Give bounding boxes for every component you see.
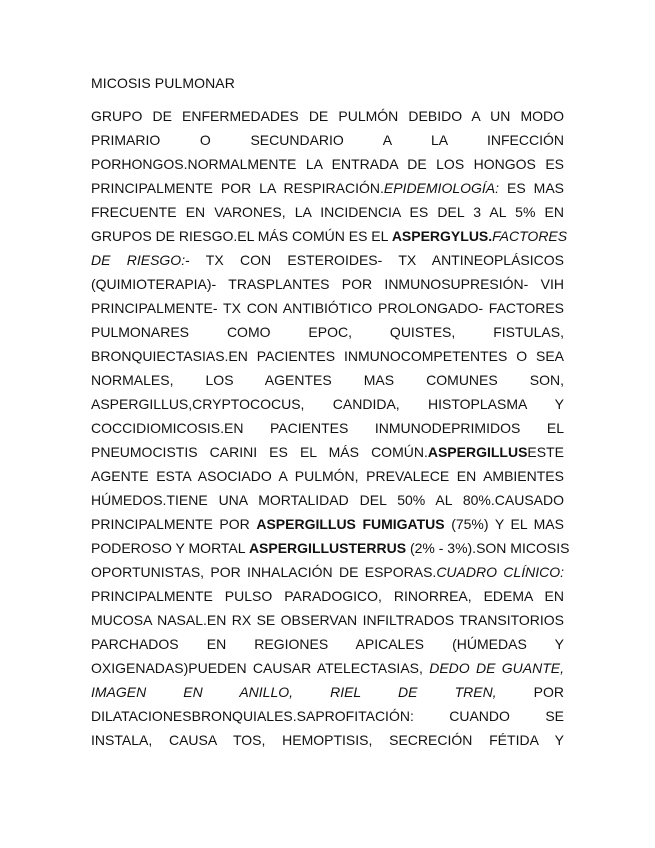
text-line xyxy=(91,512,564,536)
italic-heading: CUADRO CLÍNICO: xyxy=(436,564,564,580)
text-segment: PARCHADOS EN REGIONES APICALES (HÚMEDAS Y xyxy=(91,636,564,652)
text-segment: DILATACIONESBRONQUIALES.SAPROFITACIÓN: CUANDO SE xyxy=(91,708,564,724)
text-segment: - TX CON ESTEROIDES- TX ANTINEOPLÁSICOS xyxy=(185,252,564,268)
text-segment: PRINCIPALMENTE POR xyxy=(91,516,257,532)
text-line xyxy=(91,296,564,320)
text-line xyxy=(91,536,570,560)
document-body xyxy=(91,104,570,752)
text-segment: ESTE xyxy=(527,444,564,460)
text-segment: FRECUENTE EN VARONES, LA INCIDENCIA ES DEL 3 AL 5% EN xyxy=(91,204,564,220)
bold-term: ASPERGILLUSTERRUS xyxy=(248,540,407,556)
text-line xyxy=(91,416,564,440)
text-segment: PORHONGOS.NORMALMENTE LA ENTRADA DE LOS HONGOS ES xyxy=(91,156,564,172)
text-line xyxy=(91,320,564,344)
text-segment: ASPERGILLUS,CRYPTOCOCUS, CANDIDA, HISTOPLASMA Y xyxy=(91,396,564,412)
text-segment: PRINCIPALMENTE- TX CON ANTIBIÓTICO PROLONGADO- FACTORES xyxy=(91,300,564,316)
text-segment: PULMONARES COMO EPOC, QUISTES, FISTULAS, xyxy=(91,324,564,340)
text-segment: PODEROSO Y MORTAL xyxy=(91,540,249,556)
text-segment: COCCIDIOMICOSIS.EN PACIENTES INMUNODEPRIMIDOS EL xyxy=(91,420,564,436)
text-segment: (2% - 3%).SON MICOSIS xyxy=(406,540,570,556)
italic-heading: DEDO DE GUANTE, xyxy=(429,660,564,676)
text-line xyxy=(91,440,564,464)
text-line xyxy=(91,704,564,728)
text-line xyxy=(91,488,564,512)
text-segment: (QUIMIOTERAPIA)- TRASPLANTES POR INMUNOSUPRESIÓN- VIH xyxy=(91,276,564,292)
text-line xyxy=(91,344,564,368)
document-title: MICOSIS PULMONAR xyxy=(91,75,235,91)
text-segment: OPORTUNISTAS, POR INHALACIÓN DE ESPORAS. xyxy=(91,564,437,580)
text-segment: PRINCIPALMENTE POR LA RESPIRACIÓN. xyxy=(91,180,384,196)
text-line xyxy=(91,200,564,224)
text-line xyxy=(91,176,564,200)
text-line xyxy=(91,104,564,128)
text-segment: MUCOSA NASAL.EN RX SE OBSERVAN INFILTRADOS TRANSITORIOS xyxy=(91,612,564,628)
text-line xyxy=(91,272,564,296)
text-segment: INSTALA, CAUSA TOS, HEMOPTISIS, SECRECIÓN FÉTIDA Y xyxy=(91,732,564,748)
text-line xyxy=(91,656,564,680)
italic-heading: DE RIESGO: xyxy=(91,252,186,268)
text-line xyxy=(91,368,564,392)
text-segment: GRUPO DE ENFERMEDADES DE PULMÓN DEBIDO A UN MODO xyxy=(91,108,564,124)
text-line xyxy=(91,464,564,488)
text-segment: PRIMARIO O SECUNDARIO A LA INFECCIÓN xyxy=(91,132,564,148)
text-segment: OXIGENADAS)PUEDEN CAUSAR ATELECTASIAS, xyxy=(91,660,430,676)
text-line xyxy=(91,632,564,656)
text-line xyxy=(91,560,564,584)
text-line xyxy=(91,128,564,152)
text-segment: PRINCIPALMENTE PULSO PARADOGICO, RINORREA, EDEMA EN xyxy=(91,588,564,604)
text-line xyxy=(91,608,564,632)
text-segment: POR xyxy=(496,684,564,700)
bold-term: ASPERGILLUS xyxy=(427,444,528,460)
text-line xyxy=(91,584,564,608)
italic-heading: IMAGEN EN ANILLO, RIEL DE TREN, xyxy=(91,684,497,700)
text-line xyxy=(91,680,564,704)
text-segment: GRUPOS DE RIESGO.EL MÁS COMÚN ES EL xyxy=(91,228,392,244)
text-segment: BRONQUIECTASIAS.EN PACIENTES INMUNOCOMPETENTES O SEA xyxy=(91,348,564,364)
bold-term: ASPERGILLUS FUMIGATUS xyxy=(256,516,445,532)
text-line xyxy=(91,248,564,272)
text-segment: NORMALES, LOS AGENTES MAS COMUNES SON, xyxy=(91,372,564,388)
italic-heading: FACTORES xyxy=(492,228,568,244)
text-line xyxy=(91,152,564,176)
text-segment: AGENTE ESTA ASOCIADO A PULMÓN, PREVALECE EN AMBIENTES xyxy=(91,468,564,484)
text-line xyxy=(91,728,564,752)
text-line xyxy=(91,224,568,248)
text-line xyxy=(91,392,564,416)
text-segment: (75%) Y EL MAS xyxy=(444,516,564,532)
text-segment: PNEUMOCISTIS CARINI ES EL MÁS COMÚN. xyxy=(91,444,428,460)
bold-term: ASPERGYLUS. xyxy=(391,228,493,244)
italic-heading: EPIDEMIOLOGÍA: xyxy=(383,180,500,196)
text-segment: HÚMEDOS.TIENE UNA MORTALIDAD DEL 50% AL 80%.CAUSADO xyxy=(91,492,564,508)
text-segment: ES MAS xyxy=(499,180,564,196)
